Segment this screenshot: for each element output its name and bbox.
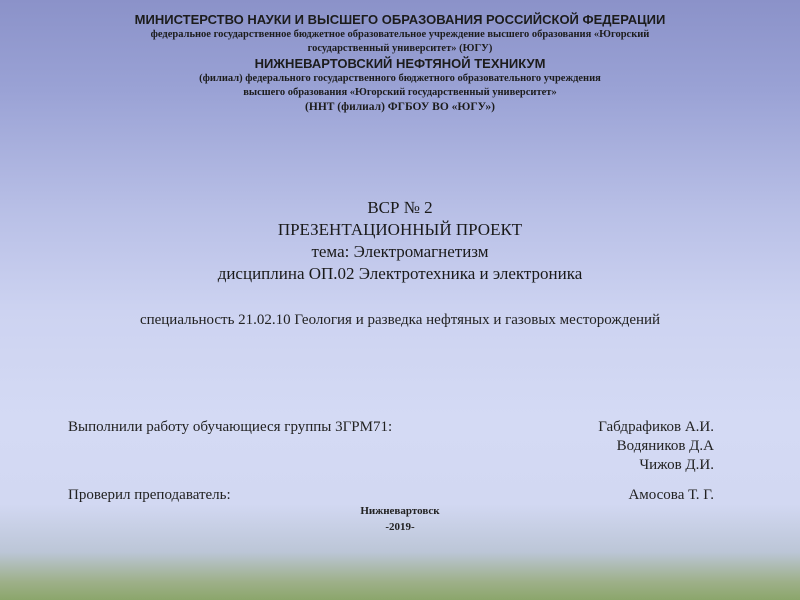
header-line-7: (ННТ (филиал) ФГБОУ ВО «ЮГУ») [305, 101, 495, 113]
project-title: ПРЕЗЕНТАЦИОННЫЙ ПРОЕКТ [277, 220, 523, 239]
topic-line: тема: Электромагнетизм [311, 242, 489, 261]
reviewer-name: Амосова Т. Г. [628, 487, 714, 503]
header-line-3: государственный университет» (ЮГУ) [307, 43, 493, 54]
reviewer-label: Проверил преподаватель: [68, 487, 231, 503]
header-line-2: федеральное государственное бюджетное образовательное учреждение высшего образования «Югорский [150, 29, 650, 40]
discipline-line: дисциплина ОП.02 Электротехника и электроника [217, 264, 583, 283]
header-line-5: (филиал) федерального государственного бюджетного образовательного учреждения [199, 73, 601, 84]
title-block [100, 197, 700, 285]
specialty-line: специальность 21.02.10 Геология и разведка нефтяных и газовых месторождений [139, 312, 661, 328]
city-name: Нижневартовск [360, 505, 440, 517]
ministry-line: МИНИСТЕРСТВО НАУКИ И ВЫСШЕГО ОБРАЗОВАНИЯ РОССИЙСКОЙ ФЕДЕРАЦИИ [134, 12, 666, 27]
author-name: Водяников Д.А [616, 438, 714, 454]
header-line-6: высшего образования «Югорский государственный университет» [243, 87, 557, 98]
author-name: Габдрафиков А.И. [598, 419, 714, 435]
author-name: Чижов Д.И. [639, 457, 714, 473]
authors-list [454, 418, 714, 475]
institution-header [60, 12, 740, 114]
authors-label: Выполнили работу обучающиеся группы 3ГРМ71: [68, 419, 393, 435]
footer-block [300, 503, 500, 535]
vsr-number: ВСР № 2 [367, 198, 433, 217]
technikum-line: НИЖНЕВАРТОВСКИЙ НЕФТЯНОЙ ТЕХНИКУМ [254, 56, 546, 71]
year: -2019- [385, 521, 415, 533]
